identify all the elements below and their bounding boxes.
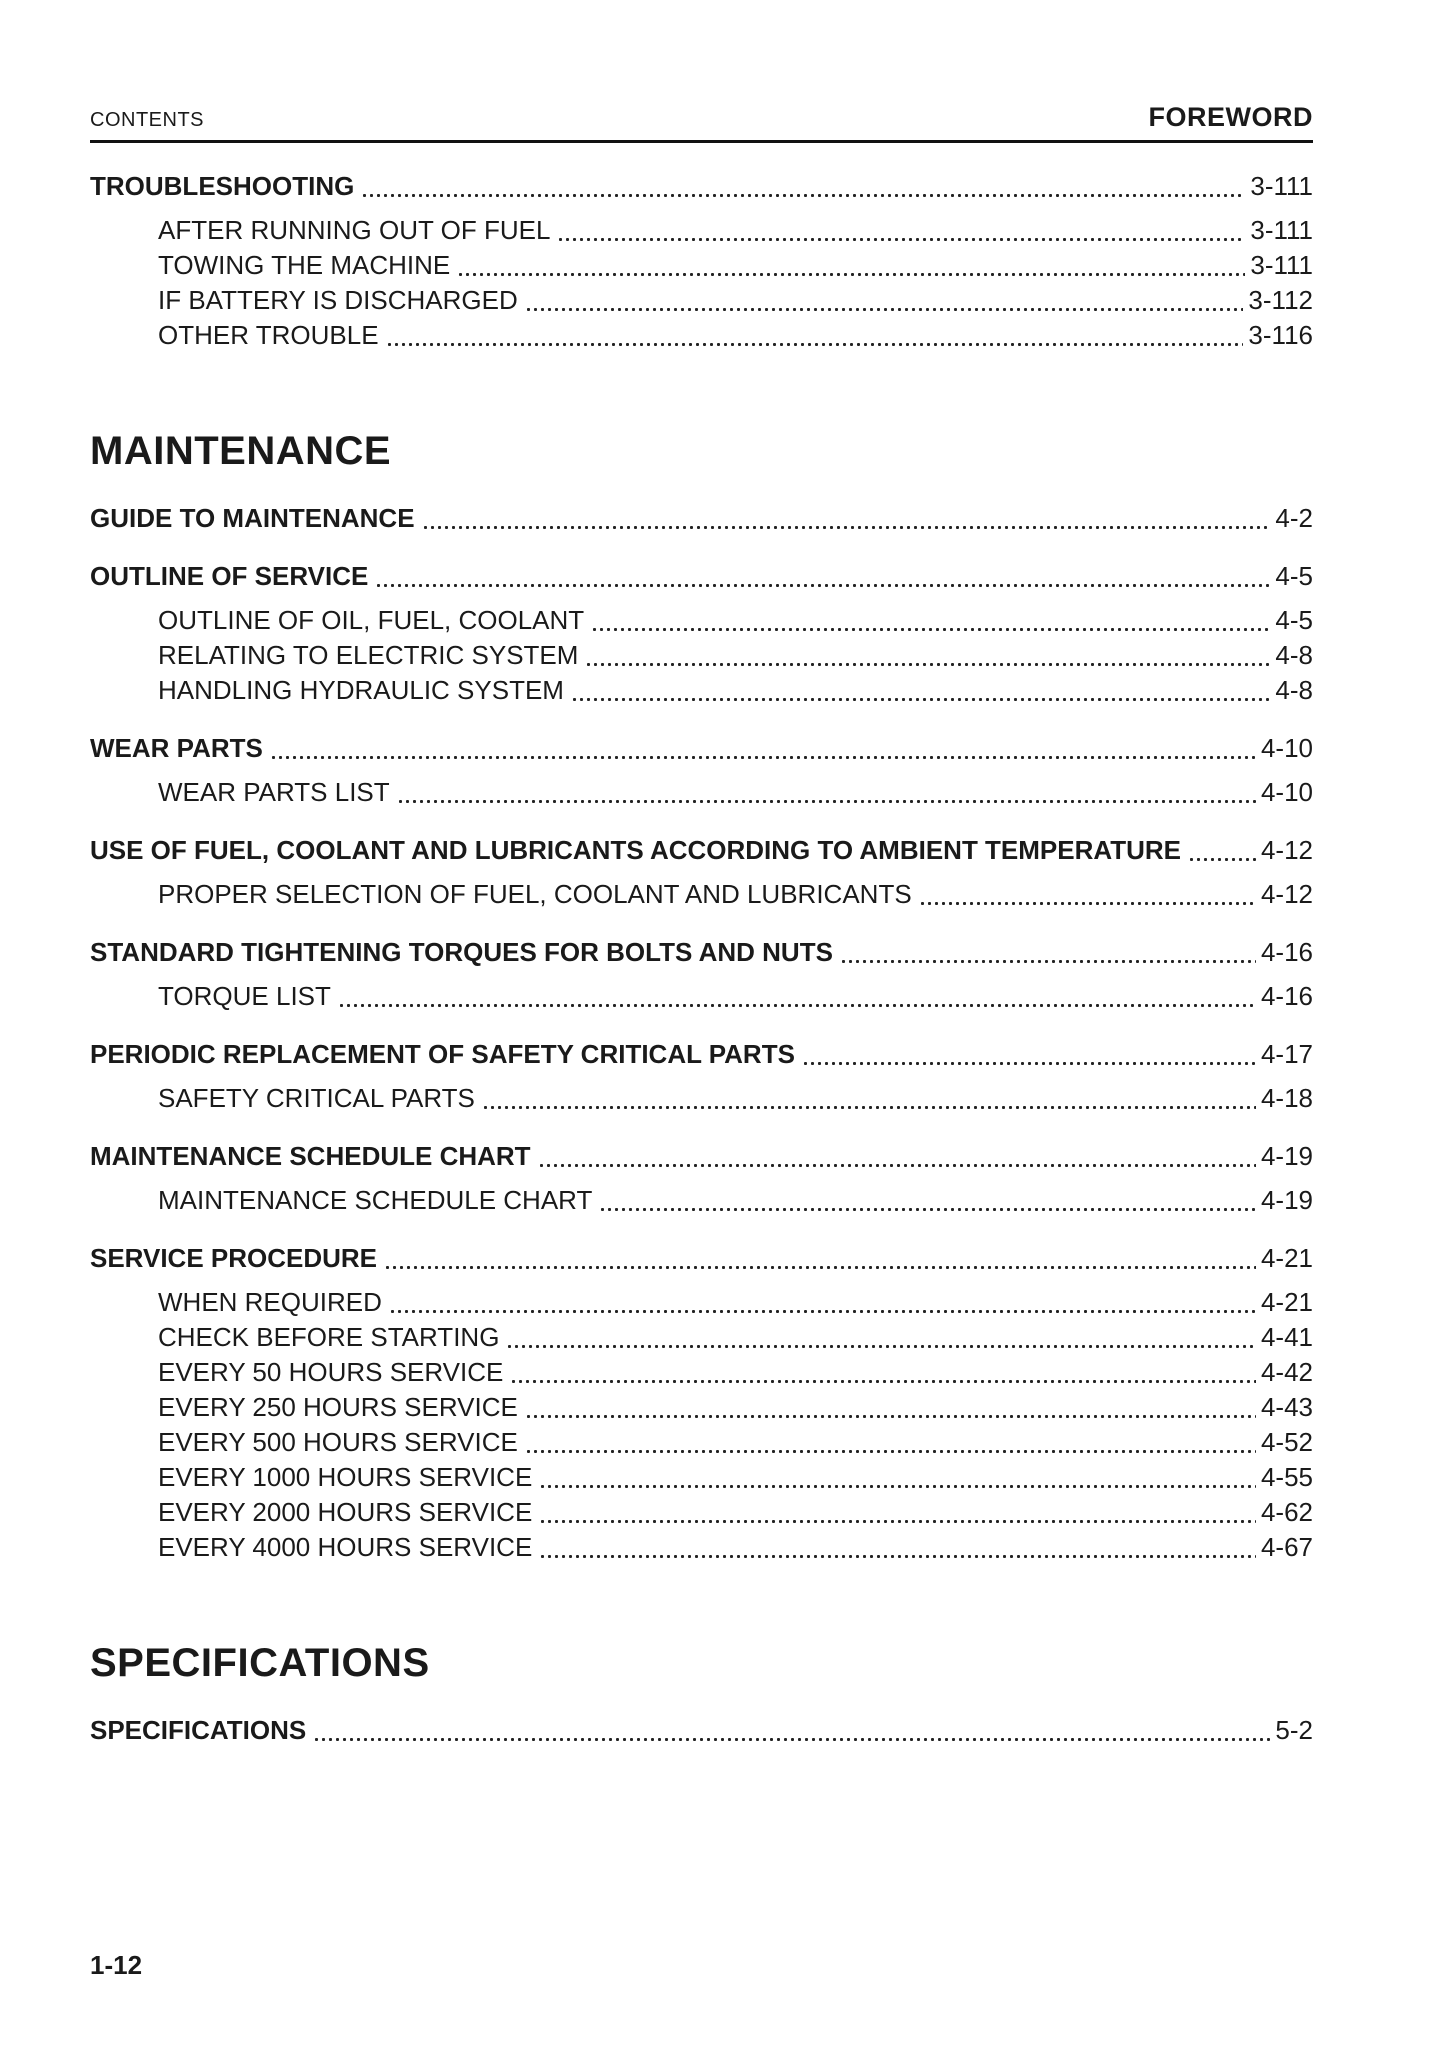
toc-page-number: 4-8 — [1275, 675, 1313, 705]
toc-entry-label: STANDARD TIGHTENING TORQUES FOR BOLTS AND NUTS — [90, 937, 833, 967]
toc-row — [90, 1390, 1313, 1425]
toc-page-number: 3-112 — [1248, 285, 1313, 315]
toc-entry-label: EVERY 4000 HOURS SERVICE — [158, 1532, 533, 1562]
dot-leader — [525, 1390, 1256, 1425]
toc-row — [90, 877, 1313, 912]
dot-leader — [397, 775, 1256, 810]
dot-leader — [840, 935, 1256, 970]
toc-entry-label: AFTER RUNNING OUT OF FUEL — [158, 215, 551, 245]
toc-group — [90, 935, 1313, 1014]
toc-page-number: 4-5 — [1275, 561, 1313, 591]
dot-leader — [384, 1241, 1256, 1276]
toc-entry-label: EVERY 250 HOURS SERVICE — [158, 1392, 518, 1422]
toc-page-number: 4-42 — [1260, 1357, 1313, 1387]
toc-row — [90, 1081, 1313, 1116]
dot-leader — [270, 731, 1256, 766]
toc-page-number: 4-16 — [1260, 937, 1313, 967]
toc-row — [90, 775, 1313, 810]
toc-entry-label: MAINTENANCE SCHEDULE CHART — [90, 1141, 531, 1171]
dot-leader — [510, 1355, 1256, 1390]
toc-entry-label: WHEN REQUIRED — [158, 1287, 382, 1317]
toc-row — [90, 935, 1313, 970]
toc-row — [90, 169, 1313, 204]
toc-row — [90, 1495, 1313, 1530]
dot-leader — [585, 638, 1270, 673]
dot-leader — [599, 1183, 1256, 1218]
dot-leader — [386, 318, 1244, 353]
section-heading: MAINTENANCE — [90, 429, 392, 473]
toc-entry-label: PERIODIC REPLACEMENT OF SAFETY CRITICAL PARTS — [90, 1039, 795, 1069]
toc-row — [90, 318, 1313, 353]
toc-row — [90, 1183, 1313, 1218]
toc-row — [90, 213, 1313, 248]
toc-group — [90, 731, 1313, 810]
toc-entry-label: SPECIFICATIONS — [90, 1715, 307, 1745]
toc-page-number: 4-17 — [1260, 1039, 1313, 1069]
toc-entry-label: SERVICE PROCEDURE — [90, 1243, 378, 1273]
toc-group — [90, 1241, 1313, 1565]
toc-row — [90, 283, 1313, 318]
toc-page-number: 3-111 — [1250, 250, 1313, 280]
dot-leader — [919, 877, 1256, 912]
dot-leader — [539, 1495, 1256, 1530]
header-contents-label: CONTENTS — [90, 109, 204, 131]
toc-page-number: 4-41 — [1260, 1322, 1313, 1352]
toc-entry-label: EVERY 1000 HOURS SERVICE — [158, 1462, 533, 1492]
toc-entry-label: EVERY 2000 HOURS SERVICE — [158, 1497, 533, 1527]
toc-entry-label: WEAR PARTS LIST — [158, 777, 390, 807]
toc-group — [90, 501, 1313, 536]
toc-row — [90, 248, 1313, 283]
dot-leader — [506, 1320, 1256, 1355]
toc-row — [90, 638, 1313, 673]
footer-page-number: 1-12 — [90, 1950, 143, 1980]
toc-page-number: 4-19 — [1260, 1141, 1313, 1171]
toc-entry-label: IF BATTERY IS DISCHARGED — [158, 285, 518, 315]
dot-leader — [525, 1425, 1256, 1460]
toc-page-number: 4-18 — [1260, 1083, 1313, 1113]
toc-page-number: 4-12 — [1260, 879, 1313, 909]
toc-row — [90, 1460, 1313, 1495]
toc-row — [90, 1530, 1313, 1565]
toc-entry-label: MAINTENANCE SCHEDULE CHART — [158, 1185, 593, 1215]
dot-leader — [422, 501, 1271, 536]
dot-leader — [571, 673, 1270, 708]
toc-row — [90, 1241, 1313, 1276]
toc-page-number: 4-62 — [1260, 1497, 1313, 1527]
dot-leader — [361, 169, 1245, 204]
toc-row — [90, 1037, 1313, 1072]
dot-leader — [525, 283, 1244, 318]
toc-group — [90, 559, 1313, 708]
toc-page-number: 5-2 — [1275, 1715, 1313, 1745]
toc-group — [90, 833, 1313, 912]
toc-row — [90, 979, 1313, 1014]
toc-entry-label: TOWING THE MACHINE — [158, 250, 451, 280]
toc-row — [90, 1713, 1313, 1748]
toc-page-number: 4-10 — [1260, 733, 1313, 763]
toc-row — [90, 559, 1313, 594]
dot-leader — [591, 603, 1270, 638]
toc-page-number: 4-12 — [1260, 835, 1313, 865]
toc-page-number: 3-116 — [1248, 320, 1313, 350]
section-heading: SPECIFICATIONS — [90, 1641, 430, 1685]
toc-entry-label: RELATING TO ELECTRIC SYSTEM — [158, 640, 579, 670]
toc-entry-label: WEAR PARTS — [90, 733, 263, 763]
toc-group — [90, 1713, 1313, 1748]
toc-page-number: 4-2 — [1275, 503, 1313, 533]
dot-leader — [375, 559, 1270, 594]
toc — [90, 169, 1313, 1748]
toc-entry-label: TROUBLESHOOTING — [90, 171, 355, 201]
dot-leader — [457, 248, 1245, 283]
toc-row — [90, 1320, 1313, 1355]
toc-entry-label: HANDLING HYDRAULIC SYSTEM — [158, 675, 564, 705]
toc-entry-label: PROPER SELECTION OF FUEL, COOLANT AND LUBRICANTS — [158, 879, 912, 909]
toc-entry-label: CHECK BEFORE STARTING — [158, 1322, 500, 1352]
dot-leader — [338, 979, 1256, 1014]
dot-leader — [313, 1713, 1270, 1748]
toc-entry-label: SAFETY CRITICAL PARTS — [158, 1083, 475, 1113]
toc-entry-label: OTHER TROUBLE — [158, 320, 379, 350]
toc-page-number: 4-5 — [1275, 605, 1313, 635]
toc-entry-label: EVERY 500 HOURS SERVICE — [158, 1427, 518, 1457]
toc-row — [90, 1285, 1313, 1320]
toc-page-number: 4-55 — [1260, 1462, 1313, 1492]
header-rule — [90, 140, 1313, 143]
toc-page-number: 4-67 — [1260, 1532, 1313, 1562]
toc-group — [90, 1037, 1313, 1116]
toc-entry-label: USE OF FUEL, COOLANT AND LUBRICANTS ACCORDING TO AMBIENT TEMPERATURE — [90, 835, 1182, 865]
toc-row — [90, 1355, 1313, 1390]
toc-page-number: 4-21 — [1260, 1287, 1313, 1317]
toc-row — [90, 731, 1313, 766]
toc-row — [90, 603, 1313, 638]
dot-leader — [538, 1139, 1256, 1174]
toc-page-number: 4-43 — [1260, 1392, 1313, 1422]
dot-leader — [482, 1081, 1256, 1116]
toc-group — [90, 169, 1313, 353]
dot-leader — [802, 1037, 1256, 1072]
dot-leader — [539, 1530, 1256, 1565]
page-header — [90, 0, 1313, 133]
toc-entry-label: TORQUE LIST — [158, 981, 331, 1011]
toc-page-number: 4-19 — [1260, 1185, 1313, 1215]
toc-group — [90, 1139, 1313, 1218]
toc-row — [90, 1425, 1313, 1460]
dot-leader — [1188, 833, 1256, 868]
dot-leader — [389, 1285, 1256, 1320]
toc-page-number: 4-52 — [1260, 1427, 1313, 1457]
toc-row — [90, 501, 1313, 536]
toc-entry-label: EVERY 50 HOURS SERVICE — [158, 1357, 504, 1387]
toc-page-number: 4-10 — [1260, 777, 1313, 807]
toc-row — [90, 833, 1313, 868]
dot-leader — [539, 1460, 1256, 1495]
header-foreword-label: FOREWORD — [1148, 102, 1313, 132]
toc-page-number: 4-21 — [1260, 1243, 1313, 1273]
toc-page-number: 3-111 — [1250, 171, 1313, 201]
toc-entry-label: OUTLINE OF SERVICE — [90, 561, 369, 591]
toc-row — [90, 1139, 1313, 1174]
dot-leader — [557, 213, 1245, 248]
toc-page-number: 3-111 — [1250, 215, 1313, 245]
toc-page-number: 4-8 — [1275, 640, 1313, 670]
toc-row — [90, 673, 1313, 708]
toc-entry-label: GUIDE TO MAINTENANCE — [90, 503, 415, 533]
toc-page-number: 4-16 — [1260, 981, 1313, 1011]
toc-entry-label: OUTLINE OF OIL, FUEL, COOLANT — [158, 605, 585, 635]
